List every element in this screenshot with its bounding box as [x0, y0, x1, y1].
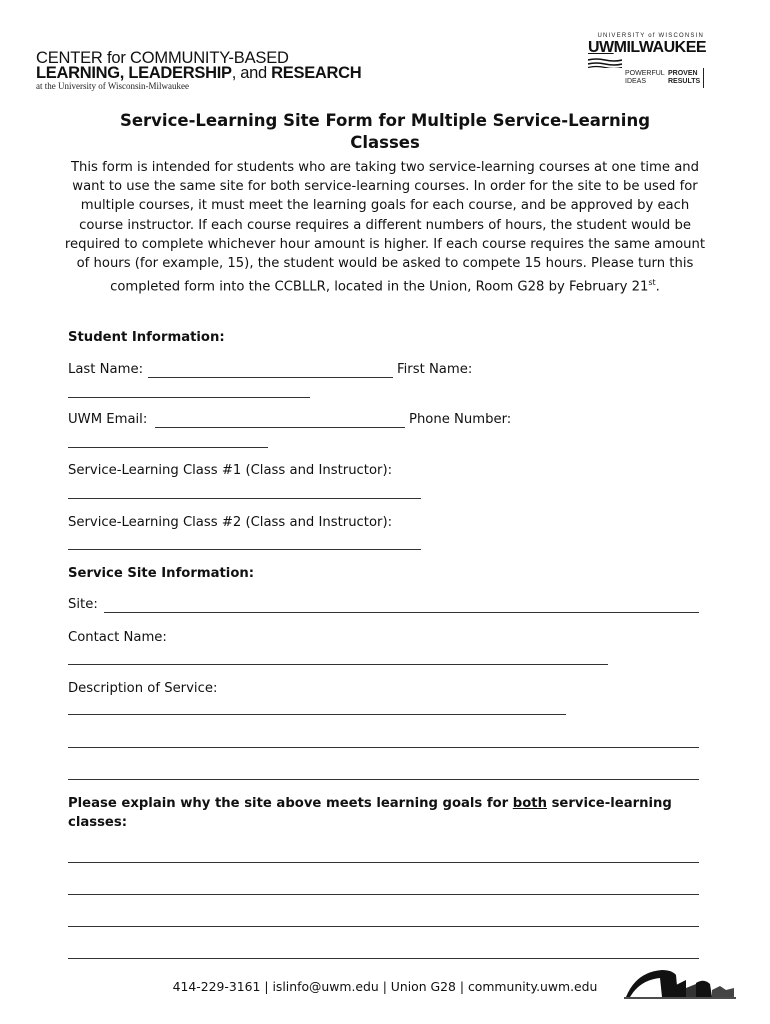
explain-field-2[interactable] [68, 894, 699, 895]
site-info-heading: Service Site Information: [68, 566, 255, 581]
explain-prompt-line2: classes: [68, 815, 128, 830]
intro-end: . [655, 279, 660, 295]
tagline-proven: PROVEN [668, 70, 698, 77]
description-label: Description of Service: [68, 681, 218, 696]
uwm-wave-icon [588, 58, 622, 68]
uwm-logo-university: UNIVERSITY of WISCONSIN [597, 33, 704, 39]
intro-superscript: st [648, 278, 656, 288]
tagline-ideas: IDEAS [625, 78, 647, 85]
explain-both: both [512, 796, 547, 811]
explain-field-4[interactable] [68, 958, 699, 959]
first-name-label: First Name: [397, 362, 473, 377]
email-field[interactable] [155, 427, 405, 428]
page-title [60, 110, 710, 154]
description-field-3[interactable] [68, 779, 699, 780]
class1-label: Service-Learning Class #1 (Class and Instructor): [68, 463, 393, 478]
center-logo-research: RESEARCH [271, 64, 362, 82]
description-field-1[interactable] [68, 714, 566, 715]
intro-text: This form is intended for students who are taking two service-learning courses at one time and want to use the same site for both service-learning courses. In order for the site to be used for multiple courses, it must meet the learning goals for each course, and be approved by each course instructor. If each course requires a different numbers of hours, the student would be required to complete whichever hour amount is higher. If each course requires the same amount of hours (for example, 15), the student would be asked to compete 15 hours. Please turn this completed form into the CCBLLR, located in the Union, Room G28 by February 21 [64, 160, 706, 295]
tagline-powerful: POWERFUL [625, 70, 665, 77]
footer-contact: 414-229-3161 | islinfo@uwm.edu | Union G28 | community.uwm.edu [172, 979, 598, 994]
email-label: UWM Email: [68, 412, 148, 427]
site-field[interactable] [104, 612, 699, 613]
last-name-label: Last Name: [68, 362, 144, 377]
site-label: Site: [68, 597, 98, 612]
last-name-field[interactable] [148, 377, 393, 378]
phone-field[interactable] [68, 447, 268, 448]
class1-field[interactable] [68, 498, 421, 499]
explain-part1: Please explain why the site above meets learning goals for [68, 796, 513, 811]
phone-label: Phone Number: [409, 412, 512, 427]
title-line2: Classes [350, 133, 420, 152]
uwm-tagline-right [668, 70, 704, 86]
center-logo-learning: LEARNING, LEADERSHIP [36, 64, 232, 82]
contact-name-label: Contact Name: [68, 630, 167, 645]
student-info-heading: Student Information: [68, 330, 225, 345]
explain-prompt [68, 796, 672, 811]
center-logo-line3: at the University of Wisconsin-Milwaukee [36, 81, 189, 91]
tagline-results: RESULTS [668, 78, 701, 85]
contact-name-field[interactable] [68, 664, 608, 665]
class2-field[interactable] [68, 549, 421, 550]
center-logo-line1: CENTER for COMMUNITY-BASED [36, 49, 289, 67]
footer-skyline-logo-icon [624, 966, 736, 1000]
tagline-divider [703, 68, 704, 88]
class2-label: Service-Learning Class #2 (Class and Instructor): [68, 515, 393, 530]
intro-paragraph [60, 158, 710, 297]
explain-part2: service-learning [546, 796, 672, 811]
explain-field-3[interactable] [68, 926, 699, 927]
title-line1: Service-Learning Site Form for Multiple Service-Learning [119, 111, 651, 130]
uwm-tagline-left [625, 70, 665, 86]
center-logo-and: , and [231, 64, 272, 82]
uwm-logo-milwaukee: MILWAUKEE [613, 39, 707, 56]
uwm-logo [588, 39, 706, 57]
uwm-logo-uw: UW [588, 39, 614, 56]
explain-field-1[interactable] [68, 862, 699, 863]
description-field-2[interactable] [68, 747, 699, 748]
first-name-field[interactable] [68, 397, 310, 398]
